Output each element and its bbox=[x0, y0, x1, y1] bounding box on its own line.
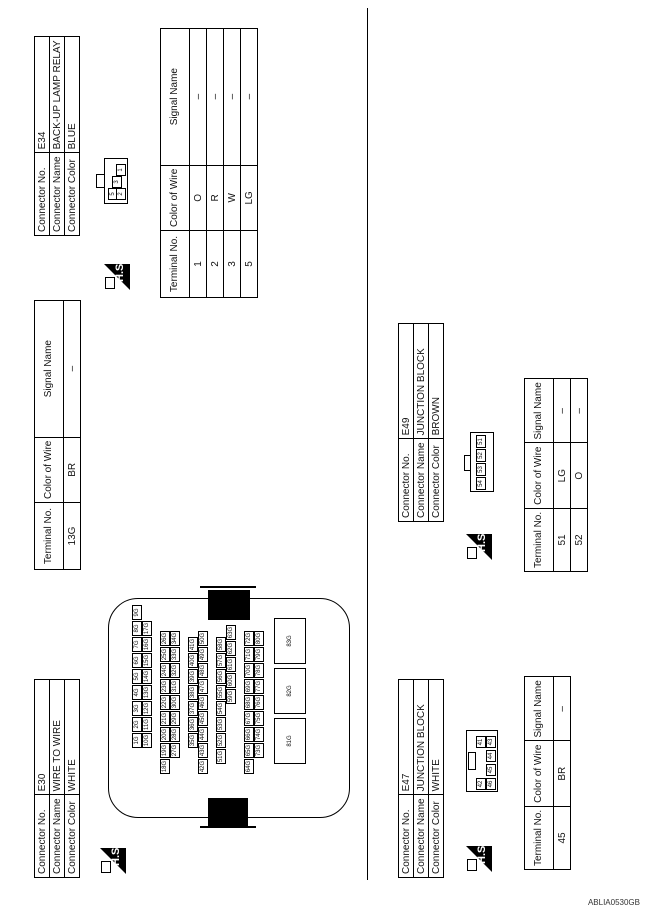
pin-cell: 49G bbox=[200, 648, 206, 661]
pin-cell: 64G bbox=[246, 760, 252, 773]
pin-cell: 40G bbox=[190, 654, 196, 667]
pin-cell: 65G bbox=[246, 744, 252, 757]
pin-cell: 39G bbox=[190, 670, 196, 683]
pin-cell: 46G bbox=[200, 696, 206, 709]
pin-cell: 51G bbox=[218, 750, 224, 763]
vertical-divider bbox=[367, 8, 368, 880]
pin-cell: 73G bbox=[256, 744, 262, 757]
pin-cell: 60G bbox=[228, 674, 234, 687]
pin-cell: 57G bbox=[218, 654, 224, 667]
pin-cell: 28G bbox=[172, 728, 178, 741]
pin-cell: 14G bbox=[144, 670, 150, 683]
pin-cell: 75G bbox=[256, 712, 262, 725]
table-row: 51 LG – bbox=[554, 379, 571, 572]
e47-connector-face: 42 41 46 45 44 43 bbox=[466, 728, 502, 792]
pin-cell: 77G bbox=[256, 680, 262, 693]
pin-cell: 37G bbox=[190, 702, 196, 715]
e30-terminal-table: Terminal No. Color of Wire Signal Name 13G BR – bbox=[34, 300, 81, 570]
pin-cell: 36G bbox=[190, 718, 196, 731]
table-row: 3 W – bbox=[224, 28, 241, 297]
pin-cell: 27G bbox=[172, 744, 178, 757]
pin-cell: 70G bbox=[246, 664, 252, 677]
table-row: 1 O – bbox=[190, 28, 207, 297]
pin-cell: 7G bbox=[132, 637, 142, 652]
pin-cell: 4G bbox=[132, 685, 142, 700]
pin-cell: 48G bbox=[200, 664, 206, 677]
footer-code: ABLIA0530GB bbox=[587, 898, 640, 907]
pin-cell: 19G bbox=[162, 744, 168, 757]
e49-connector-face: 54 53 52 51 bbox=[464, 430, 498, 492]
pin-cell: 5G bbox=[132, 669, 142, 684]
pin-cell: 33G bbox=[172, 648, 178, 661]
pin-cell: 35G bbox=[190, 734, 196, 747]
e49-info-table: Connector No. E49 Connector Name JUNCTION BLOCK Connector Color BROWN bbox=[398, 323, 444, 522]
pin-cell: 22G bbox=[162, 696, 168, 709]
pin-cell: 32G bbox=[172, 664, 178, 677]
pin-cell: 53G bbox=[218, 718, 224, 731]
pin-cell: 18G bbox=[162, 760, 168, 773]
table-row: 13G BR – bbox=[64, 300, 81, 569]
pin-cell: 20G bbox=[162, 728, 168, 741]
pin-cell: 26G bbox=[162, 632, 168, 645]
pin-cell: 47G bbox=[200, 680, 206, 693]
pin-cell: 67G bbox=[246, 712, 252, 725]
pin-cell: 16G bbox=[144, 638, 150, 651]
pin-cell: 43G bbox=[200, 744, 206, 757]
pin-cell: 15G bbox=[144, 654, 150, 667]
pin-cell: 55G bbox=[218, 686, 224, 699]
pin-cell: 38G bbox=[190, 686, 196, 699]
pin-cell: 66G bbox=[246, 728, 252, 741]
e34-info-table: Connector No. E34 Connector Name BACK-UP LAMP RELAY Connector Color BLUE bbox=[34, 36, 80, 236]
table-row: 5 LG – bbox=[241, 28, 258, 297]
e47-info-table: Connector No. E47 Connector Name JUNCTION BLOCK Connector Color WHITE bbox=[398, 679, 444, 878]
pin-cell: 17G bbox=[144, 622, 150, 635]
pin-cell: 31G bbox=[172, 680, 178, 693]
pin-cell-large: 82G bbox=[274, 668, 306, 714]
pin-cell: 12G bbox=[144, 702, 150, 715]
pin-cell: 59G bbox=[228, 690, 234, 703]
e30-info-table: Connector No. E30 Connector Name WIRE TO WIRE Connector Color WHITE bbox=[34, 679, 80, 878]
pin-cell: 23G bbox=[162, 680, 168, 693]
pin-cell: 24G bbox=[162, 664, 168, 677]
e34-terminal-table: Terminal No. Color of Wire Signal Name 1 O – 2 R – 3 W – 5 LG – bbox=[160, 28, 258, 298]
pin-cell: 58G bbox=[218, 638, 224, 651]
pin-cell: 78G bbox=[256, 664, 262, 677]
pin-cell: 8G bbox=[132, 621, 142, 636]
pin-cell: 52G bbox=[218, 734, 224, 747]
pin-cell: 69G bbox=[246, 680, 252, 693]
table-row: 2 R – bbox=[207, 28, 224, 297]
table-row: 52 O – bbox=[571, 379, 588, 572]
pin-cell: 44G bbox=[200, 728, 206, 741]
pin-cell: 11G bbox=[142, 717, 152, 732]
table-row: 45 BR – bbox=[554, 677, 571, 870]
pin-cell: 1G bbox=[132, 733, 142, 748]
e34-hs-icon: H.S. bbox=[104, 264, 130, 290]
pin-cell: 6G bbox=[132, 653, 142, 668]
e34-connector-face: 5 2 3 1 bbox=[96, 160, 126, 204]
pin-cell: 61G bbox=[228, 658, 234, 671]
pin-cell: 42G bbox=[200, 760, 206, 773]
pin-cell: 10G bbox=[144, 734, 150, 747]
pin-cell: 29G bbox=[172, 712, 178, 725]
pin-cell: 56G bbox=[218, 670, 224, 683]
pin-cell: 72G bbox=[246, 632, 252, 645]
pin-cell-large: 83G bbox=[274, 618, 306, 664]
pin-cell-large: 81G bbox=[274, 718, 306, 764]
pin-cell: 45G bbox=[200, 712, 206, 725]
e30-hs-icon: H.S. bbox=[100, 848, 126, 874]
pin-cell: 13G bbox=[144, 686, 150, 699]
pin-cell: 34G bbox=[172, 632, 178, 645]
e30-connector-face bbox=[108, 598, 350, 818]
pin-cell: 21G bbox=[162, 712, 168, 725]
pin-cell: 68G bbox=[246, 696, 252, 709]
pin-cell: 41G bbox=[190, 638, 196, 651]
pin-cell: 76G bbox=[256, 696, 262, 709]
pin-cell: 50G bbox=[200, 632, 206, 645]
pin-cell: 74G bbox=[256, 728, 262, 741]
pin-cell: 79G bbox=[256, 648, 262, 661]
pin-cell: 63G bbox=[228, 626, 234, 639]
e30-pin-grid bbox=[128, 608, 334, 794]
pin-cell: 2G bbox=[132, 717, 142, 732]
pin-cell: 3G bbox=[132, 701, 142, 716]
pin-cell: 30G bbox=[172, 696, 178, 709]
e47-terminal-table: Terminal No. Color of Wire Signal Name 45 BR – bbox=[524, 676, 571, 870]
e47-hs-icon: H.S. bbox=[466, 846, 492, 872]
pin-cell: 25G bbox=[162, 648, 168, 661]
pin-cell: 62G bbox=[228, 642, 234, 655]
e49-hs-icon: H.S. bbox=[466, 534, 492, 560]
pin-cell: 54G bbox=[218, 702, 224, 715]
pin-cell: 9G bbox=[132, 605, 142, 620]
pin-cell: 80G bbox=[256, 632, 262, 645]
e49-terminal-table: Terminal No. Color of Wire Signal Name 51 LG – 52 O – bbox=[524, 378, 588, 572]
pin-cell: 71G bbox=[246, 648, 252, 661]
